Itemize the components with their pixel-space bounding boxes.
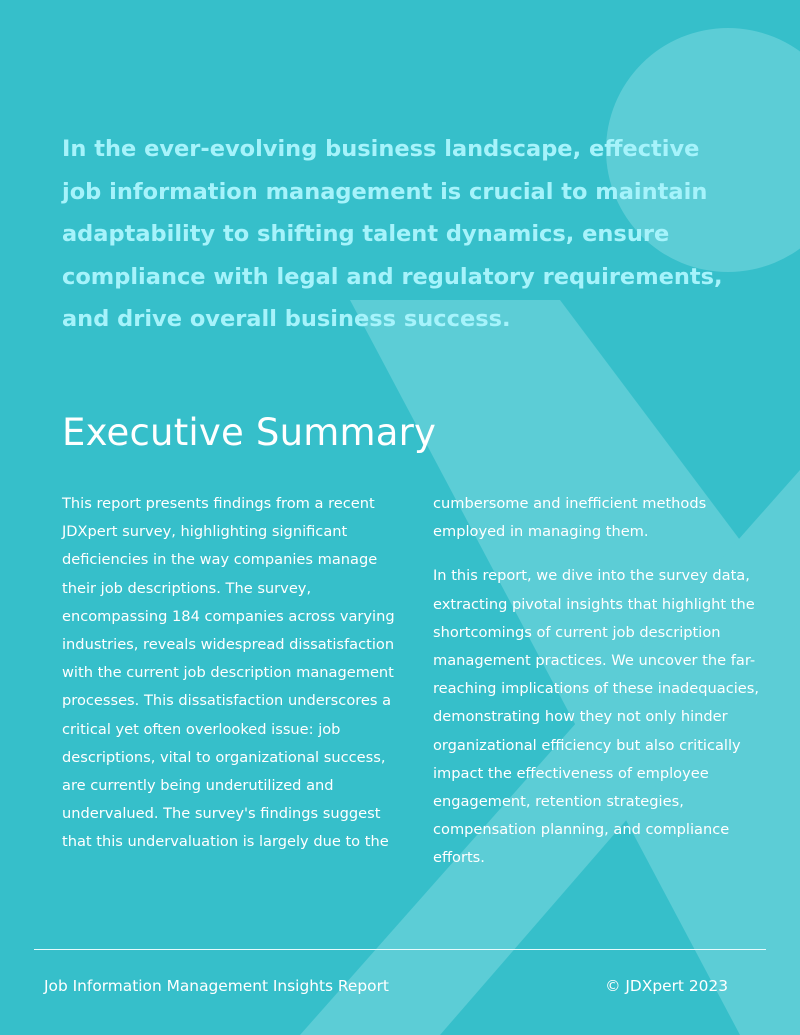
summary-paragraph: In this report, we dive into the survey data, extracting pivotal insights that highlight the shortcomings of current job description management practices. We uncover the far-reaching implications of these inadequacies, demonstrating how they not only hinder organizational efficiency but also critically impact the effectiveness of employee engagement, retention strategies, compensation planning, and compliance efforts.	[433, 567, 760, 867]
footer-copyright: © JDXpert 2023	[605, 977, 728, 995]
summary-paragraph: This report presents findings from a recent JDXpert survey, highlighting significant deficiencies in the way companies manage their job descriptions. The survey, encompassing 184 companies across varying industries, reveals widespread dissatisfaction with the current job description management processes. This dissatisfaction underscores a critical yet often overlooked issue: job descriptions, vital to organizational success, are currently being underutilized and undervalued. The survey's findings suggest that this undervaluation is largely due to the	[62, 495, 395, 851]
intro-statement: In the ever-evolving business landscape, effective job information management is crucial to maintain adaptability to shifting talent dynamics, ensure compliance with legal and regulatory requirements, and drive overall business success.	[62, 136, 723, 332]
footer-report-title: Job Information Management Insights Report	[44, 977, 389, 995]
footer-divider	[34, 949, 766, 950]
summary-paragraph-continued: cumbersome and inefficient methods employed in managing them.	[433, 495, 707, 541]
summary-column-right	[433, 490, 763, 873]
section-heading: Executive Summary	[62, 411, 437, 454]
summary-column-left	[62, 490, 402, 857]
